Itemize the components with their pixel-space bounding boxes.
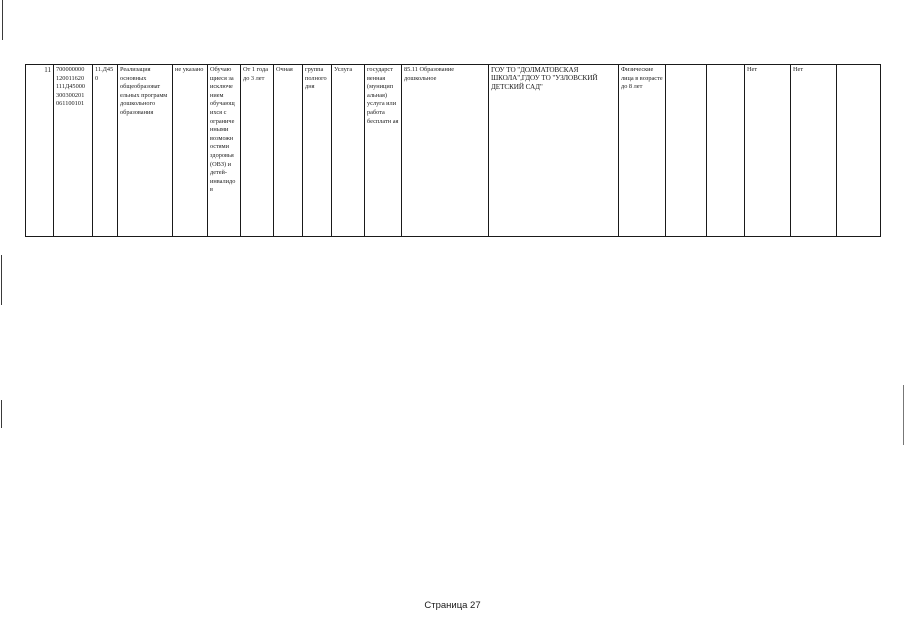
flag-no: Нет [791, 65, 837, 237]
row-number: 11 [26, 65, 54, 237]
consumers: Физические лица в возрасте до 8 лет [619, 65, 666, 237]
scan-edge-mark [1, 255, 2, 305]
group-type: группа полного дня [303, 65, 332, 237]
registry-table [25, 64, 881, 237]
scan-edge-mark [903, 385, 904, 445]
age-range: От 1 года до 3 лет [241, 65, 274, 237]
providers-list: ГОУ ТО "ДОЛМАТОВСКАЯ ШКОЛА",ГДОУ ТО "УЗЛОВСКИЙ ДЕТСКИЙ САД" [489, 65, 619, 237]
service-type: Услуга [332, 65, 365, 237]
flag-no: Нет [745, 65, 791, 237]
registry-code-short: 11.Д45 0 [93, 65, 118, 237]
empty-cell [707, 65, 745, 237]
okved-code: 85.11 Образование дошкольное [402, 65, 489, 237]
registry-code: 700000000 120011620 111Д45000 300300201 061100101 [54, 65, 93, 237]
scan-edge-mark [2, 0, 3, 40]
table-row [26, 65, 881, 237]
empty-cell [666, 65, 707, 237]
service-nature: государст венная (муницип альная) услуга или работа бесплатн ая [365, 65, 402, 237]
consumer-category: Обучаю щиеся за исключе нием обучающ ихся с ограниче нными возможн остями здоровья (ОВЗ) и детей-инвалидо в [208, 65, 241, 237]
education-form: Очная [274, 65, 303, 237]
page-number: Страница 27 [424, 600, 481, 611]
not-specified-cell: не указано [173, 65, 208, 237]
service-name: Реализация основных общеобразоват ельных программ дошкольного образования [118, 65, 173, 237]
empty-cell [837, 65, 881, 237]
scan-edge-mark [1, 400, 2, 428]
